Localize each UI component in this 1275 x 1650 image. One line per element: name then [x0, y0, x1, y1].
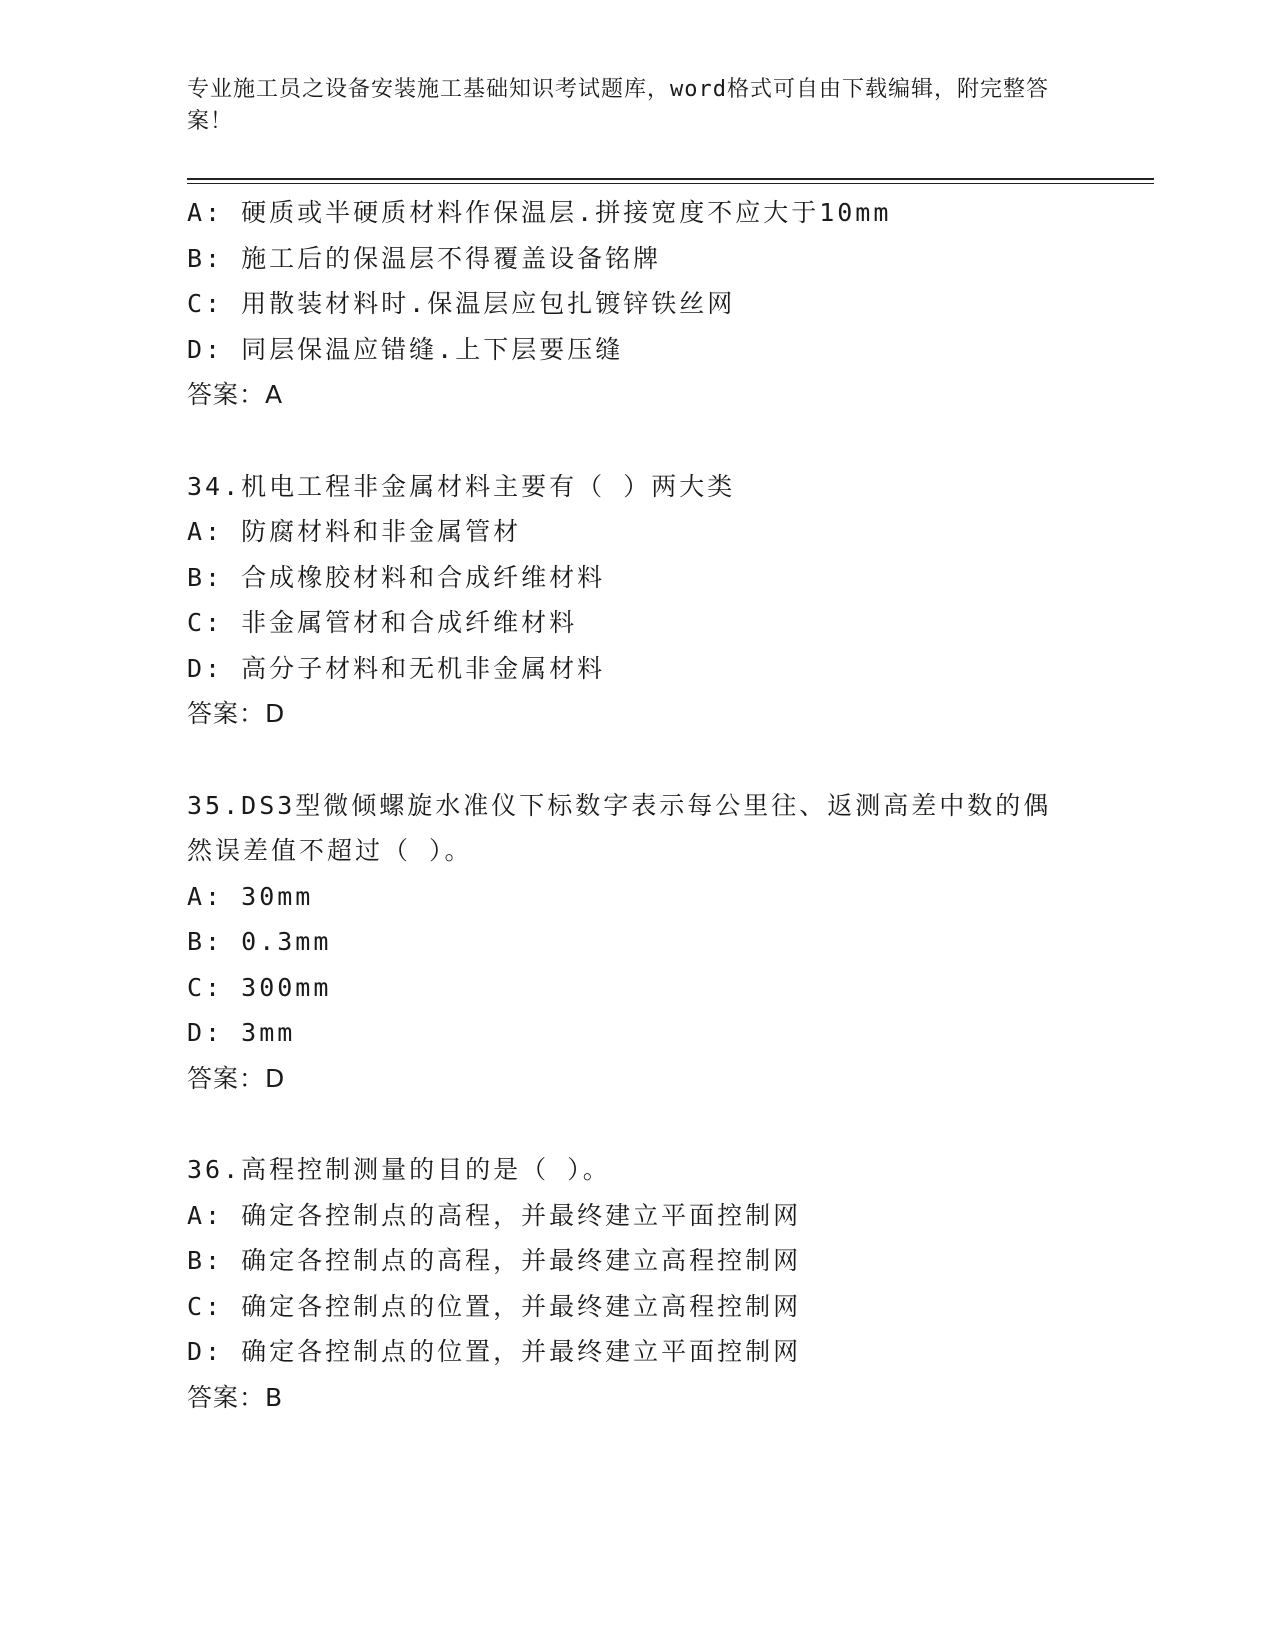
option-b: B: 合成橡胶材料和合成纤维材料 — [187, 562, 606, 592]
answer-line: 答案：D — [187, 1063, 286, 1093]
option-c: C: 300mm — [187, 972, 332, 1002]
question-list — [187, 190, 1087, 1420]
option-d: D: 高分子材料和无机非金属材料 — [187, 653, 606, 683]
option-c: C: 用散装材料时.保温层应包扎镀锌铁丝网 — [187, 289, 736, 318]
option-d: D: 3mm — [187, 1018, 296, 1047]
option-a: A: 30mm — [187, 881, 314, 911]
question-block-35 — [187, 783, 1087, 1102]
header-rule-thick — [187, 178, 1154, 180]
answer-line: 答案：B — [187, 1382, 284, 1412]
option-a: A: 防腐材料和非金属管材 — [187, 517, 522, 546]
option-d: D: 同层保温应错缝.上下层要压缝 — [187, 334, 624, 364]
option-c: C: 非金属管材和合成纤维材料 — [187, 608, 578, 637]
answer-line: 答案：A — [187, 380, 284, 409]
option-a: A: 确定各控制点的高程，并最终建立平面控制网 — [187, 1200, 802, 1230]
option-c: C: 确定各控制点的位置，并最终建立高程控制网 — [187, 1291, 802, 1321]
question-text: 34.机电工程非金属材料主要有（ ）两大类 — [187, 471, 736, 501]
option-b: B: 0.3mm — [187, 927, 332, 956]
question-block-33 — [187, 190, 1087, 418]
option-b: B: 施工后的保温层不得覆盖设备铭牌 — [187, 243, 662, 273]
answer-line: 答案：D — [187, 699, 286, 728]
question-block-36 — [187, 1147, 1087, 1420]
question-text: 35.DS3型微倾螺旋水准仪下标数字表示每公里往、返测高差中数的偶然误差值不超过（ ）。 — [187, 790, 1052, 865]
option-a: A: 硬质或半硬质材料作保温层.拼接宽度不应大于10mm — [187, 198, 892, 227]
header-rule-thin — [187, 183, 1154, 184]
option-b: B: 确定各控制点的高程，并最终建立高程控制网 — [187, 1246, 802, 1275]
document-header: 专业施工员之设备安装施工基础知识考试题库，word格式可自由下载编辑，附完整答案！ — [187, 77, 1049, 134]
question-text: 36.高程控制测量的目的是（ ）。 — [187, 1155, 611, 1184]
option-d: D: 确定各控制点的位置，并最终建立平面控制网 — [187, 1337, 802, 1366]
question-block-34 — [187, 464, 1087, 737]
